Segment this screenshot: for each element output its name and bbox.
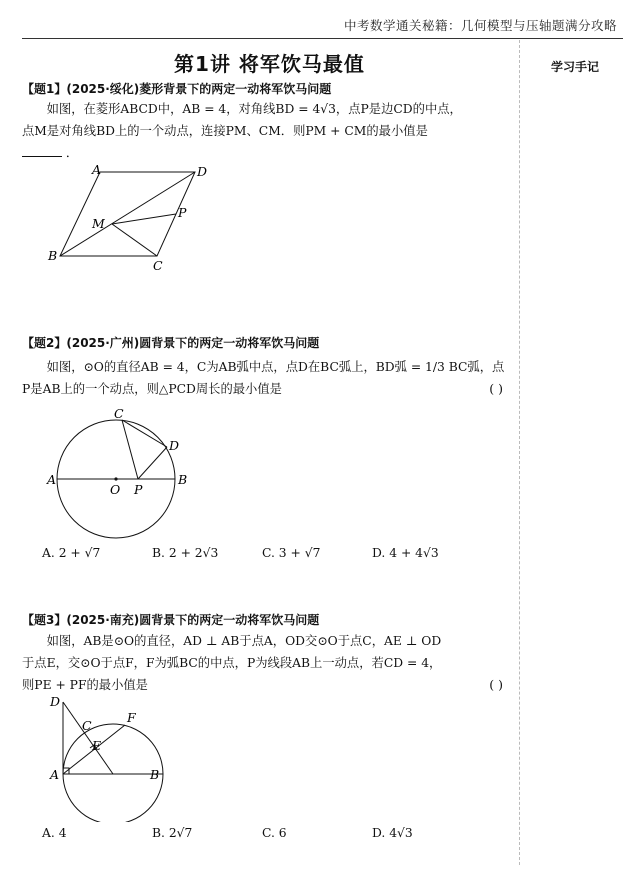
label-C: C (153, 258, 163, 270)
question-2-tag: 【题2】 (22, 336, 67, 350)
choice-d[interactable]: D. 4 + 4√3 (372, 546, 439, 560)
label-F: F (127, 710, 136, 725)
label-P: P (134, 482, 143, 497)
question-1-source: (2025·绥化) (66, 82, 140, 96)
question-3-heading (22, 611, 319, 628)
question-3-topic: 圆背景下的两定一动将军饮马问题 (139, 613, 320, 627)
question-3-line-2: 于点E，交⊙O于点F，F为弧BC的中点，P为线段AB上一动点，若CD = 4， (22, 656, 442, 670)
label-D: D (169, 438, 180, 453)
label-M: M (92, 216, 105, 231)
question-1-topic: 菱形背景下的两定一动将军饮马问题 (139, 82, 332, 96)
label-C: C (82, 718, 92, 733)
question-1-line-3: ． (22, 142, 517, 164)
question-2-line-1: 如图，⊙O的直径AB = 4，C为AB弧中点，点D在BC弧上，BD弧 = 1/3 BC弧，点 (46, 360, 505, 374)
question-3-line-1: 如图，AB是⊙O的直径，AD ⊥ AB于点A，OD交⊙O于点C，AE ⊥ OD (46, 634, 442, 648)
choice-d[interactable]: D. 4√3 (372, 826, 413, 840)
question-3-source: (2025·南充) (66, 613, 140, 627)
label-B: B (150, 767, 160, 782)
question-3-line-3: 则PE + PF的最小值是 ( ) (22, 674, 517, 696)
label-O: O (110, 482, 121, 497)
book-title: 中考数学通关秘籍：几何模型与压轴题满分攻略 (343, 18, 617, 33)
label-D: D (50, 694, 61, 709)
choice-b[interactable]: B. 2 + 2√3 (152, 546, 219, 560)
label-B: B (48, 248, 58, 263)
label-E: E (92, 738, 102, 753)
answer-blank (22, 144, 62, 157)
label-A: A (50, 767, 60, 782)
label-C: C (114, 406, 124, 421)
question-1-line-2: 点M是对角线BD上的一个动点，连接PM、CM．则PM + CM的最小值是 (22, 124, 428, 138)
rhombus-figure (40, 160, 230, 270)
notes-column-divider (519, 40, 520, 865)
question-2-heading (22, 334, 319, 351)
question-1-line-1: 如图，在菱形ABCD中，AB = 4，对角线BD = 4√3，点P是边CD的中点， (46, 102, 462, 116)
choice-a[interactable]: A. 2 + √7 (42, 546, 101, 560)
label-P: P (178, 205, 187, 220)
question-1-body (22, 98, 517, 164)
question-1-tag: 【题1】 (22, 82, 67, 96)
circle-figure-3 (40, 692, 200, 822)
circle-figure-2 (40, 402, 200, 542)
lesson-title: 第1讲 将军饮马最值 (174, 52, 365, 76)
question-2-line-2: P是AB上的一个动点，则△PCD周长的最小值是 ( ) (22, 378, 517, 400)
question-2-topic: 圆背景下的两定一动将军饮马问题 (139, 336, 320, 350)
label-B: B (178, 472, 188, 487)
question-2-body (22, 356, 517, 400)
label-A: A (92, 162, 102, 177)
notes-label: 学习手记 (550, 60, 599, 74)
answer-parentheses: ( ) (489, 381, 503, 396)
question-2-source: (2025·广州) (66, 336, 140, 350)
answer-parentheses: ( ) (489, 677, 503, 692)
choice-a[interactable]: A. 4 (42, 826, 67, 840)
label-A: A (47, 472, 57, 487)
question-3-body (22, 630, 517, 696)
question-3-tag: 【题3】 (22, 613, 67, 627)
choice-c[interactable]: C. 3 + √7 (262, 546, 321, 560)
question-1-heading (22, 80, 331, 97)
choice-c[interactable]: C. 6 (262, 826, 287, 840)
label-D: D (197, 164, 208, 179)
choice-b[interactable]: B. 2√7 (152, 826, 193, 840)
header-divider (22, 38, 623, 39)
